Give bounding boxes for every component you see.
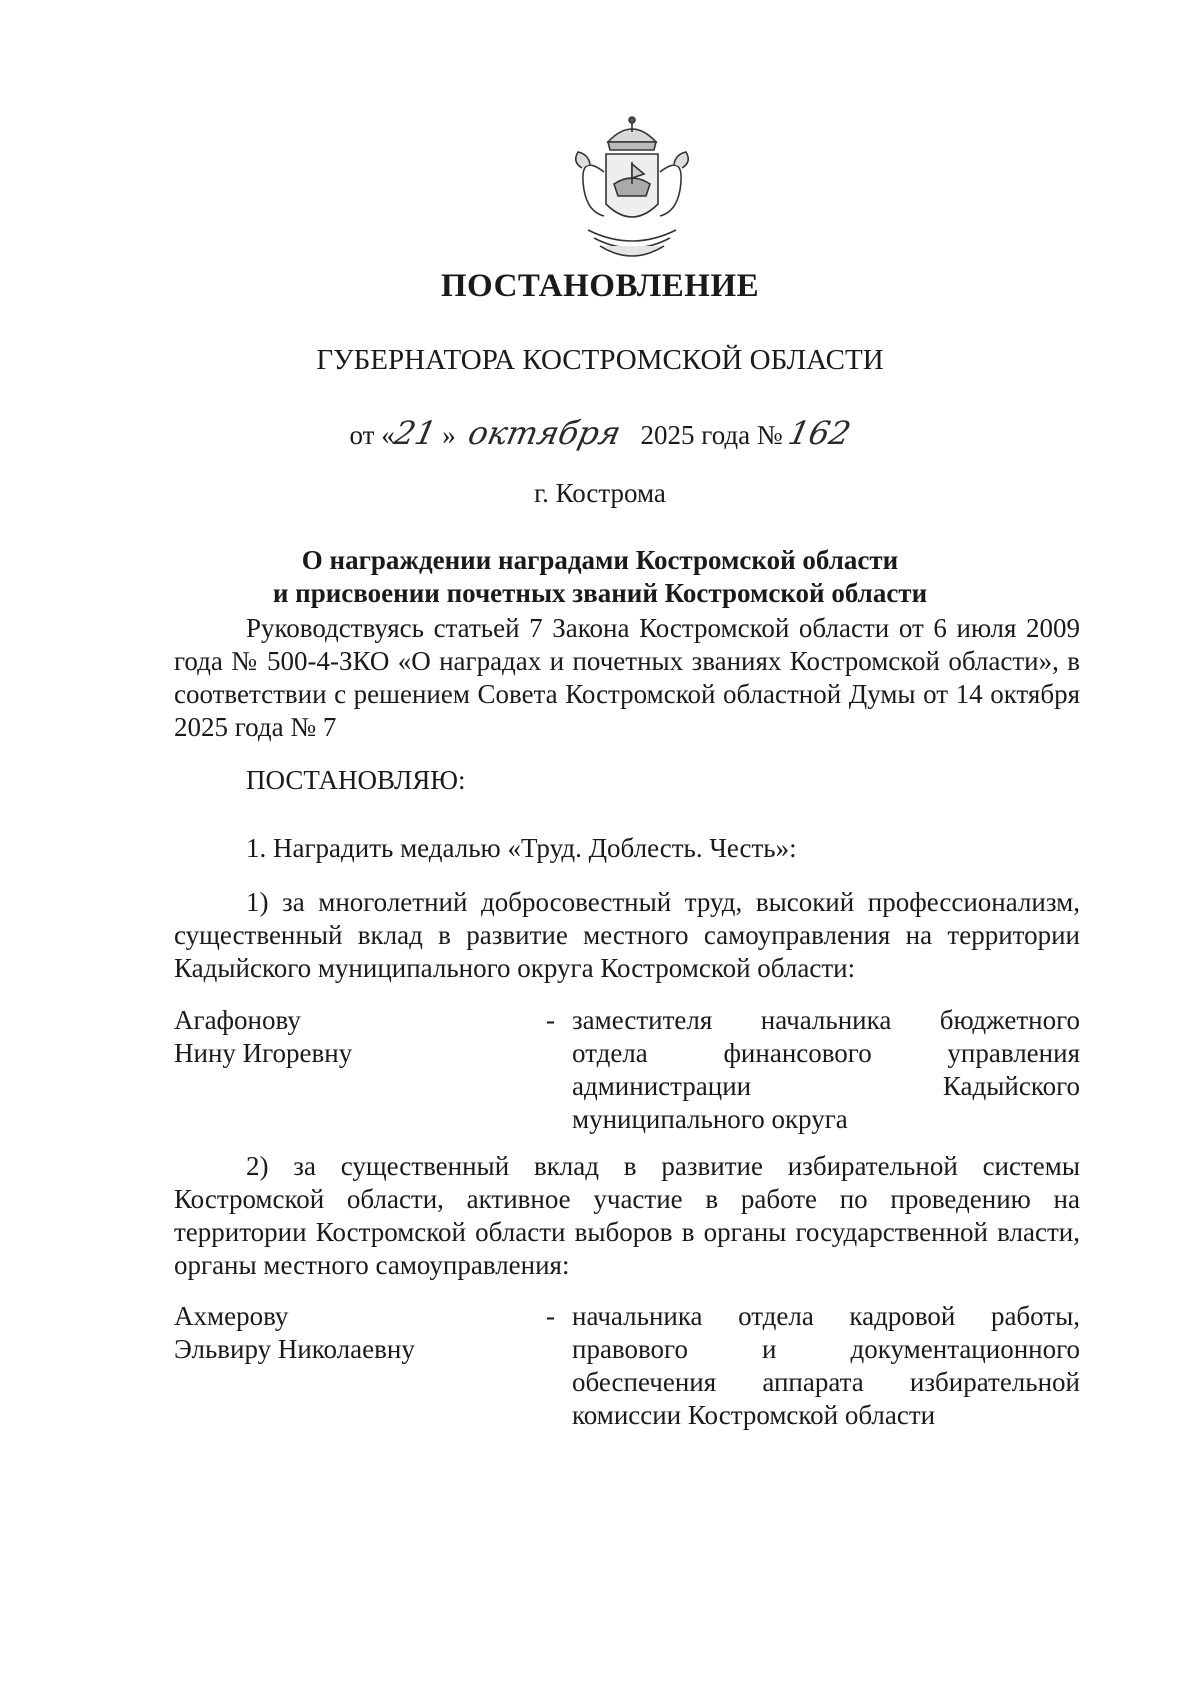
handwritten-number: 162 [785, 414, 855, 452]
position-line: комиссии Костромской области [572, 1400, 936, 1430]
subitem-1: 1) за многолетний добросовестный труд, высокий профессионализм, существенный вклад в развитие местного самоуправления на территории Кадыйского муниципального округа Костромской области: [174, 887, 1080, 983]
subitem-2: 2) за существенный вклад в развитие избирательной системы Костромской области, активное участие в работе по проведению на территории Костромской области выборов в органы государственной власти, органы местного самоуправления: [174, 1151, 1080, 1280]
recipient-given-names: Эльвиру Николаевну [174, 1334, 415, 1364]
recipient-surname: Ахмерову [174, 1301, 289, 1331]
recipient-position [572, 1004, 1080, 1136]
recipient-surname: Агафонову [174, 1005, 301, 1035]
recipient-position [572, 1300, 1080, 1432]
city: г. Кострома [534, 478, 666, 508]
recipient-given-names: Нину Игоревну [174, 1038, 353, 1068]
document-title: ПОСТАНОВЛЕНИЕ [440, 268, 760, 304]
document-subject [0, 544, 1200, 610]
separator-dash: - [546, 1301, 555, 1331]
separator-dash: - [546, 1005, 555, 1035]
handwritten-month: октября [465, 414, 625, 452]
date-day-close: » [442, 420, 456, 450]
date-year-number-label: 2025 года № [640, 420, 783, 450]
recipient-name [174, 1004, 534, 1070]
date-prefix: от « [349, 420, 395, 450]
subject-line: О награждении наградами Костромской области [301, 545, 899, 575]
coat-of-arms-emblem [548, 112, 716, 272]
preamble-paragraph: Руководствуясь статьей 7 Закона Костромской области от 6 июля 2009 года № 500-4-ЗКО «О наградах и почетных званиях Костромской области», в соответствии с решением Совета Костромской областной Думы от 14 октября 2025 года № 7 [174, 613, 1080, 742]
resolve-statement: ПОСТАНОВЛЯЮ: [246, 765, 466, 795]
position-line: заместителя начальника бюджетного [572, 1005, 1080, 1035]
position-line: обеспечения аппарата избирательной [572, 1367, 1080, 1397]
handwritten-day: 21 [390, 414, 440, 452]
position-line: муниципального округа [572, 1104, 848, 1134]
item-1: 1. Наградить медалью «Труд. Доблесть. Честь»: [246, 833, 797, 863]
position-line: отдела финансового управления [572, 1038, 1080, 1068]
subject-line: и присвоении почетных званий Костромской области [272, 578, 928, 608]
position-line: администрации Кадыйского [572, 1071, 1080, 1101]
position-line: начальника отдела кадровой работы, [572, 1301, 1080, 1331]
recipient-name [174, 1300, 534, 1366]
date-line [0, 414, 1200, 452]
position-line: правового и документационного [572, 1334, 1080, 1364]
issuing-authority: ГУБЕРНАТОРА КОСТРОМСКОЙ ОБЛАСТИ [316, 344, 884, 376]
